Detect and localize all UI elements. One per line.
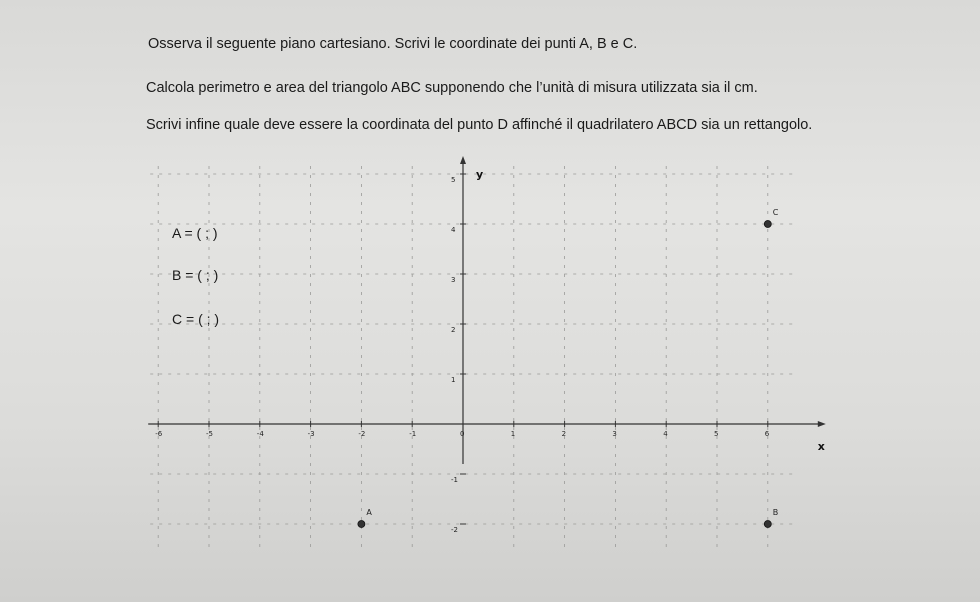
x-axis-label: x <box>817 440 825 453</box>
point-label-b: B <box>772 508 779 517</box>
y-tick-label: -2 <box>451 526 458 534</box>
y-tick-label: 1 <box>451 376 456 384</box>
x-tick-label: 1 <box>510 430 516 438</box>
y-tick-label: 5 <box>451 176 456 184</box>
x-tick-label: -2 <box>358 430 366 438</box>
answer-field-a[interactable]: A = ( ; ) <box>172 225 218 241</box>
point-c <box>764 221 771 228</box>
x-tick-label: 2 <box>561 430 567 438</box>
x-tick-label: 4 <box>663 430 668 438</box>
x-tick-label: 6 <box>764 430 770 438</box>
x-tick-label: -5 <box>206 430 213 438</box>
instruction-perimeter-area: Calcola perimetro e area del triangolo ABC supponendo che l’unità di misura utilizzata sia il cm. <box>146 80 758 96</box>
axes <box>148 156 826 464</box>
point-b <box>764 521 771 528</box>
x-tick-label: -6 <box>155 430 163 438</box>
y-tick-label: -1 <box>451 476 458 484</box>
x-tick-label: -1 <box>409 430 417 438</box>
x-tick-label: 5 <box>714 430 719 438</box>
x-tick-label: -4 <box>256 430 264 438</box>
x-tick-label: 3 <box>612 430 617 438</box>
instruction-coordinates: Osserva il seguente piano cartesiano. Scrivi le coordinate dei punti A, B e C. <box>148 36 638 52</box>
y-tick-label: 2 <box>451 326 456 334</box>
points <box>358 208 779 528</box>
y-tick-label: 3 <box>451 276 456 284</box>
x-axis-arrow <box>818 421 826 427</box>
point-a <box>358 521 365 528</box>
point-label-c: C <box>772 208 779 217</box>
y-axis-arrow <box>460 156 466 164</box>
answer-field-c[interactable]: C = ( ; ) <box>172 311 220 327</box>
x-tick-label: -3 <box>307 430 315 438</box>
point-label-a: A <box>366 508 372 517</box>
y-tick-label: 4 <box>451 226 456 234</box>
instruction-point-d: Scrivi infine quale deve essere la coordinata del punto D affinché il quadrilatero ABCD sia un rettangolo. <box>146 117 813 133</box>
x-tick-label: 0 <box>460 430 465 438</box>
y-axis-label: y <box>476 168 484 181</box>
answer-field-b[interactable]: B = ( ; ) <box>172 267 219 283</box>
grid <box>150 166 793 549</box>
